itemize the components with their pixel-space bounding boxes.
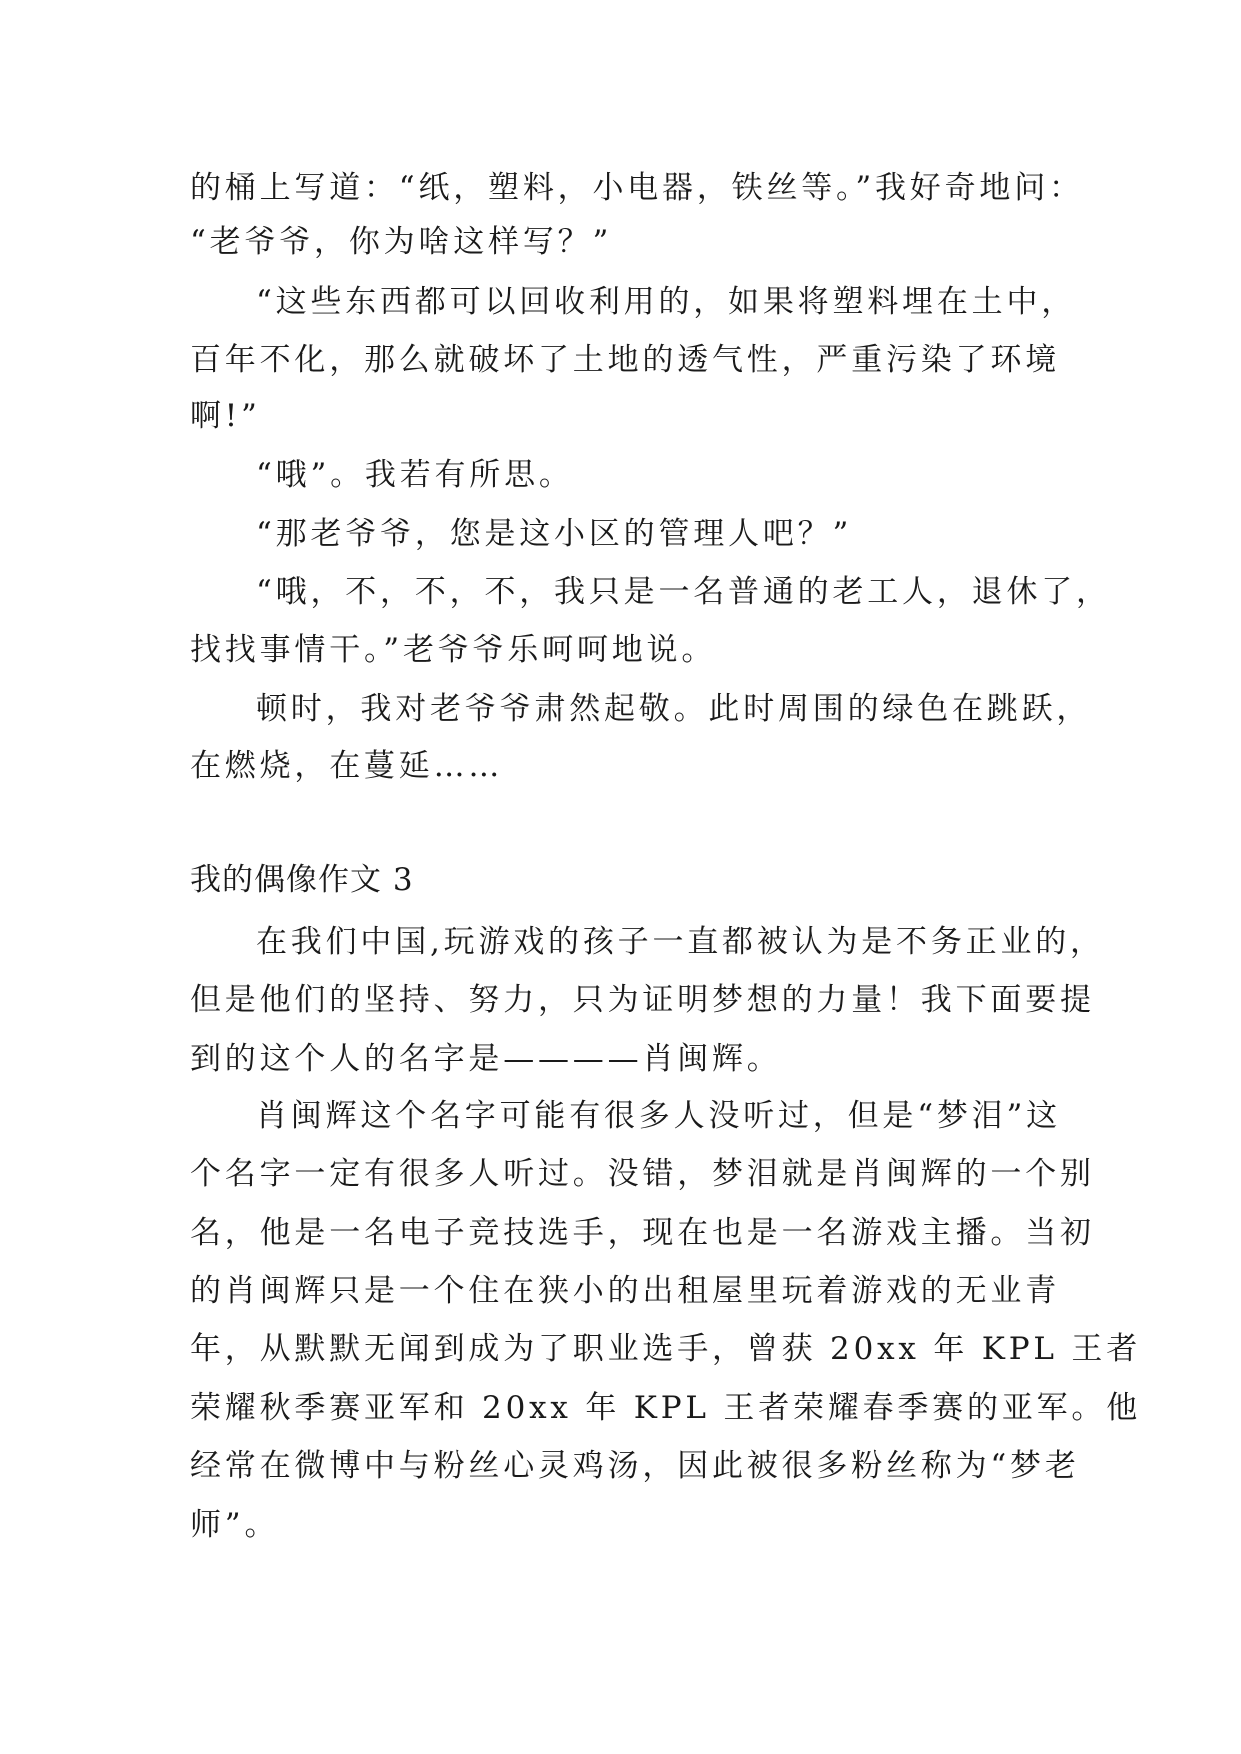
text-line: “哦，不，不，不，我只是一名普通的老工人，退休了， [256, 574, 1111, 610]
text-line: 找找事情干。”老爷爷乐呵呵地说。 [190, 632, 717, 668]
text-line: “老爷爷，你为啥这样写？” [190, 224, 613, 260]
text-line: 师”。 [190, 1507, 280, 1543]
text-line: “那老爷爷，您是这小区的管理人吧？” [256, 516, 853, 552]
text-line: 经常在微博中与粉丝心灵鸡汤，因此被很多粉丝称为“梦老 [190, 1448, 1080, 1484]
text-line: 在我们中国,玩游戏的孩子一直都被认为是不务正业的， [256, 924, 1105, 960]
text-line: 的肖闽辉只是一个住在狭小的出租屋里玩着游戏的无业青 [190, 1273, 1060, 1309]
text-line: 个名字一定有很多人听过。没错，梦泪就是肖闽辉的一个别 [190, 1156, 1095, 1192]
text-line: 的桶上写道：“纸，塑料，小电器，铁丝等。”我好奇地问： [190, 170, 1084, 206]
text-line: 荣耀秋季赛亚军和 20xx 年 KPL 王者荣耀春季赛的亚军。他 [190, 1390, 1142, 1426]
text-line: 顿时，我对老爷爷肃然起敬。此时周围的绿色在跳跃， [256, 691, 1092, 727]
section-heading: 我的偶像作文 3 [190, 862, 414, 898]
text-line: 百年不化，那么就破坏了土地的透气性，严重污染了环境 [190, 342, 1060, 378]
text-line: 名，他是一名电子竞技选手，现在也是一名游戏主播。当初 [190, 1215, 1095, 1251]
text-line: 肖闽辉这个名字可能有很多人没听过，但是“梦泪”这 [256, 1098, 1061, 1134]
text-line: 但是他们的坚持、努力，只为证明梦想的力量！我下面要提 [190, 982, 1095, 1018]
text-line: 在燃烧，在蔓延…… [190, 748, 504, 784]
text-line: “哦”。我若有所思。 [256, 457, 574, 493]
text-line: 到的这个人的名字是————肖闽辉。 [190, 1041, 782, 1077]
text-line: “这些东西都可以回收利用的，如果将塑料埋在土中， [256, 284, 1077, 320]
text-line: 啊!” [190, 398, 261, 434]
text-line: 年，从默默无闻到成为了职业选手，曾获 20xx 年 KPL 王者 [190, 1331, 1142, 1367]
